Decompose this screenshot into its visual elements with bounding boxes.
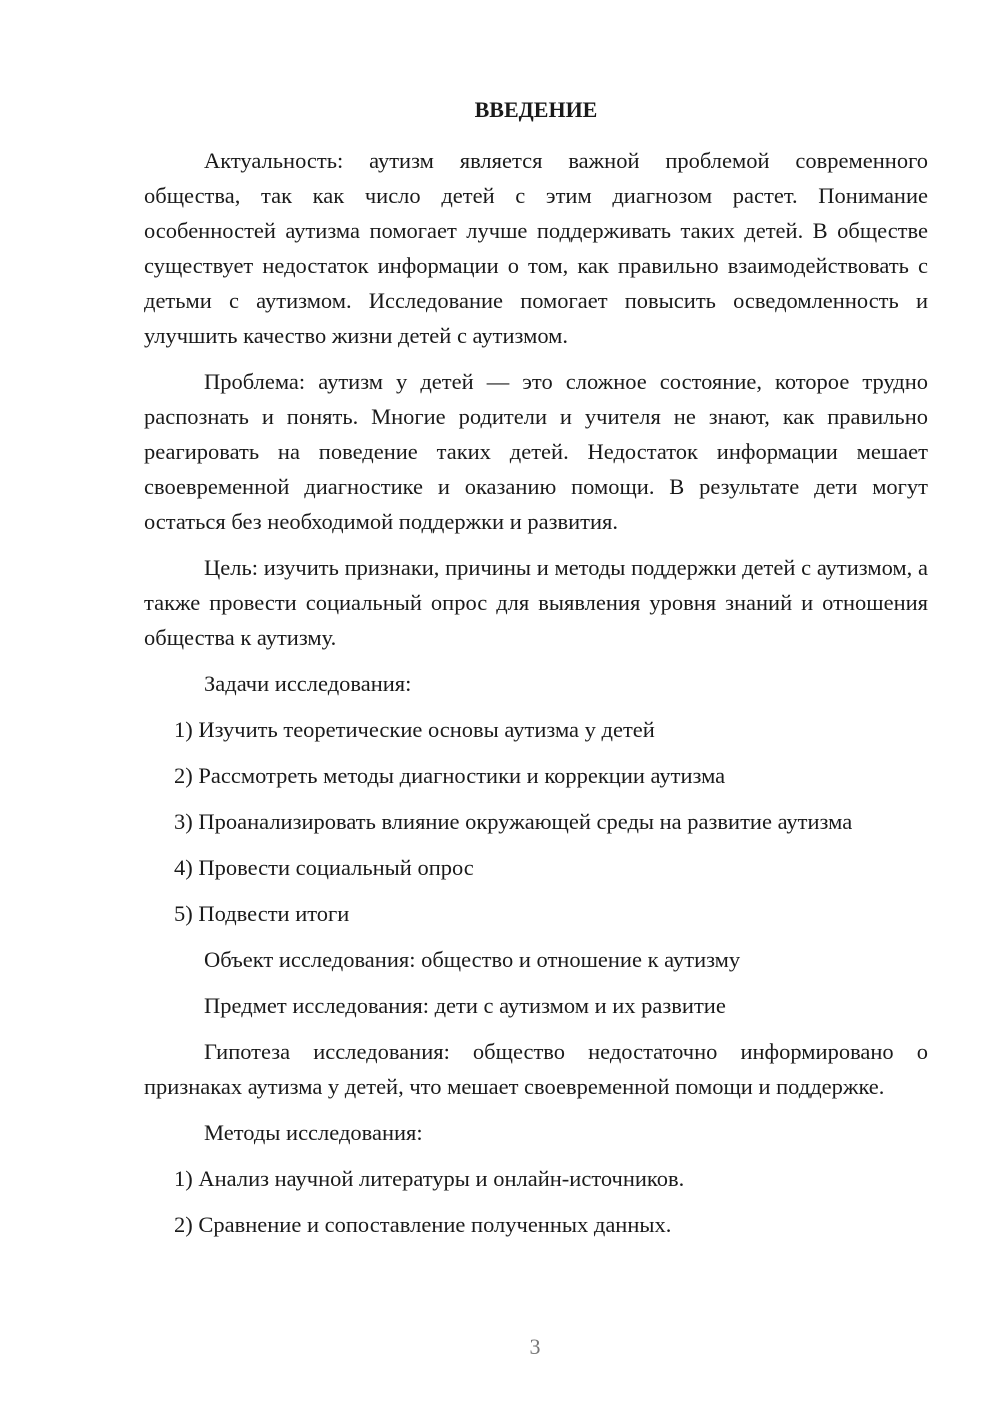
task-item: 4) Провести социальный опрос — [174, 855, 474, 880]
task-item: 2) Рассмотреть методы диагностики и коррекции аутизма — [174, 763, 726, 788]
method-item: 1) Анализ научной литературы и онлайн-источников. — [174, 1166, 685, 1191]
task-item: 1) Изучить теоретические основы аутизма у детей — [174, 717, 655, 742]
task-item: 5) Подвести итоги — [174, 901, 350, 926]
section-title: ВВЕДЕНИЕ — [474, 97, 598, 122]
methods-heading: Методы исследования: — [204, 1120, 423, 1145]
object-paragraph: Объект исследования: общество и отношение к аутизму — [204, 947, 741, 972]
method-item: 2) Сравнение и сопоставление полученных данных. — [174, 1212, 672, 1237]
hypothesis-paragraph: Гипотеза исследования: общество недостаточно информировано о признаках аутизма у детей, что мешает своевременной помощи и поддержке. — [144, 1039, 928, 1099]
tasks-heading: Задачи исследования: — [204, 671, 412, 696]
page-content — [144, 95, 928, 1253]
problem-paragraph: Проблема: аутизм у детей — это сложное состояние, которое трудно распознать и понять. Многие родители и учителя не знают, как правильно реагировать на поведение таких детей. Недостаток информации мешает своевременной диагностике и оказанию помощи. В результате дети могут остаться без необходимой поддержки и развития. — [144, 369, 928, 534]
subject-paragraph: Предмет исследования: дети с аутизмом и их развитие — [204, 993, 726, 1018]
goal-paragraph: Цель: изучить признаки, причины и методы поддержки детей с аутизмом, а также провести социальный опрос для выявления уровня знаний и отношения общества к аутизму. — [144, 555, 928, 650]
relevance-paragraph: Актуальность: аутизм является важной проблемой современного общества, так как число детей с этим диагнозом растет. Понимание особенностей аутизма помогает лучше поддерживать таких детей. В обществе существует недостаток информации о том, как правильно взаимодействовать с детьми с аутизмом. Исследование помогает повысить осведомленность и улучшить качество жизни детей с аутизмом. — [144, 148, 928, 348]
page-number: 3 — [529, 1334, 541, 1359]
task-item: 3) Проанализировать влияние окружающей среды на развитие аутизма — [174, 809, 853, 834]
